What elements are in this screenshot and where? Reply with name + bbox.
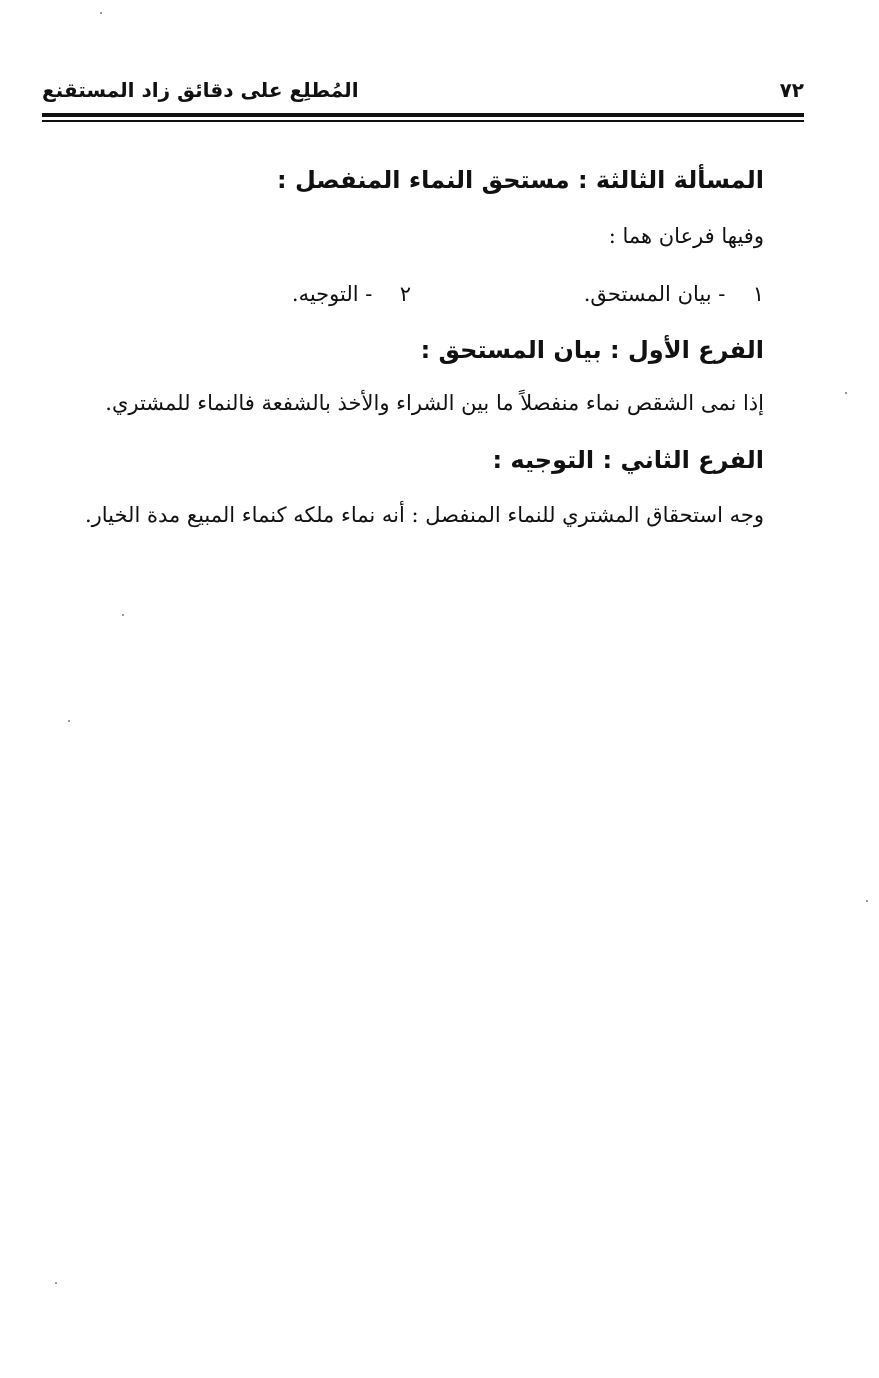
scan-speck: [68, 720, 70, 722]
intro-text: وفيها فرعان هما :: [608, 224, 764, 248]
header-rule-thick: [42, 113, 804, 117]
scan-speck: [866, 900, 868, 902]
scan-speck: [100, 12, 102, 14]
list-item-2: [292, 282, 411, 306]
list-item-text: - بيان المستحق.: [583, 282, 726, 306]
branch2-text: وجه استحقاق المشتري للنماء المنفصل : أنه نماء ملكه كنماء المبيع مدة الخيار.: [84, 503, 764, 527]
issue-heading: المسألة الثالثة : مستحق النماء المنفصل :: [277, 166, 764, 194]
branch1-text: إذا نمى الشقص نماء منفصلاً ما بين الشراء والأخذ بالشفعة فالنماء للمشتري.: [105, 391, 764, 415]
scan-speck: [122, 614, 124, 616]
list-item-text: - التوجيه.: [291, 282, 373, 306]
list-item-1: [584, 282, 764, 306]
list-item-number: ٢: [399, 282, 411, 306]
header-rule-thin: [42, 120, 804, 122]
scan-speck: [55, 1282, 57, 1284]
running-title: المُطلِع على دقائق زاد المستقنع: [42, 78, 359, 102]
list-item-number: ١: [752, 282, 764, 306]
branch1-heading: الفرع الأول : بيان المستحق :: [420, 336, 764, 364]
branch2-heading: الفرع الثاني : التوجيه :: [492, 446, 764, 474]
page-number: ٧٢: [779, 78, 804, 102]
scan-speck: [845, 392, 847, 394]
page-header: [42, 78, 804, 106]
